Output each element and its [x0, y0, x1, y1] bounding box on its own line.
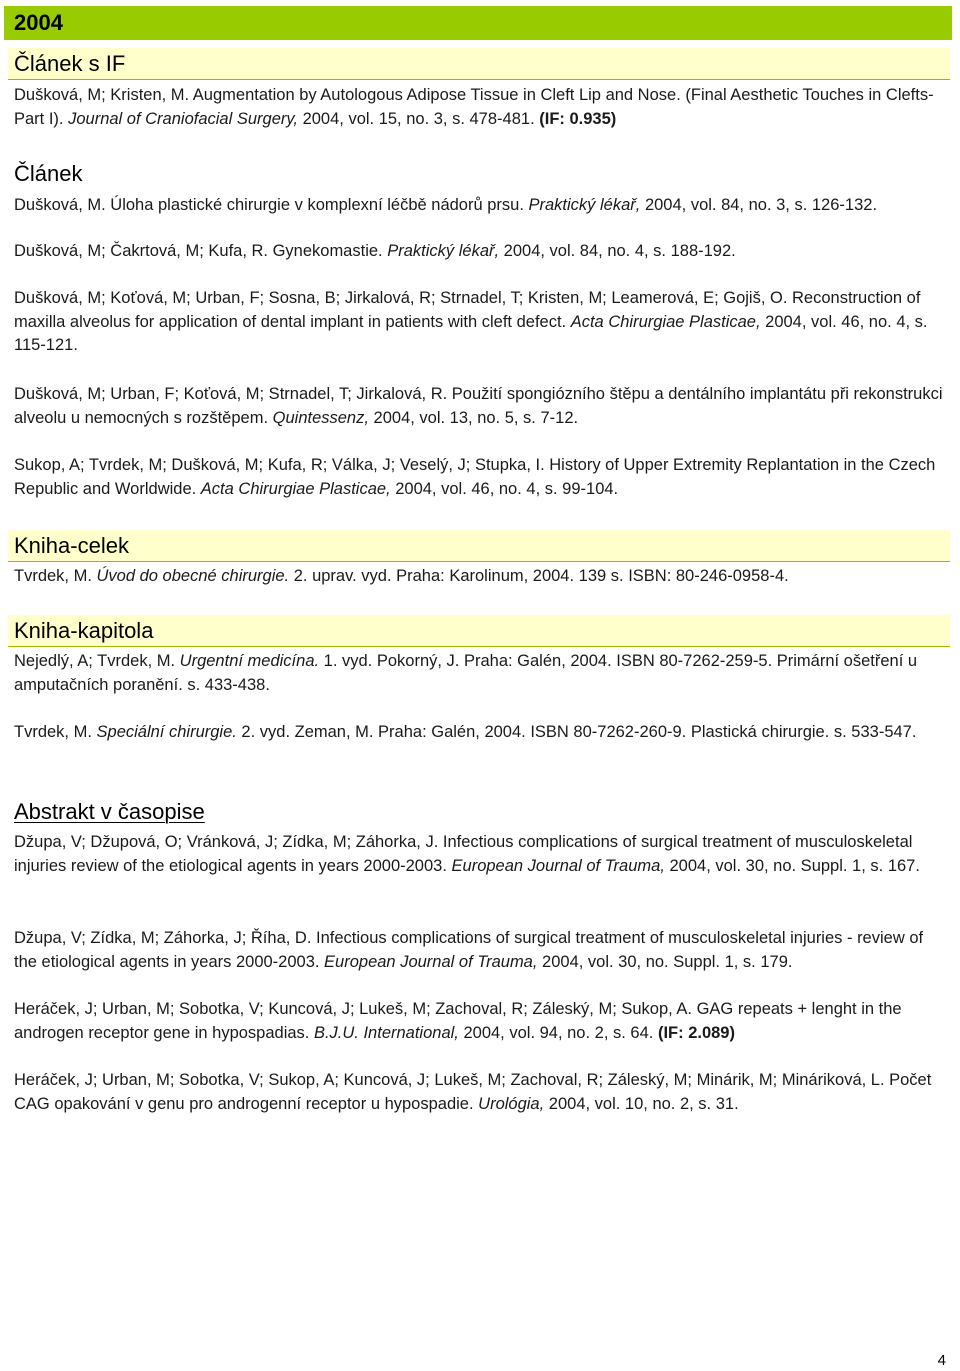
section-heading-abstrakt [8, 796, 950, 827]
citation-entry [14, 927, 944, 974]
citation-source: Acta Chirurgiae Plasticae, [200, 479, 391, 498]
section-title: Článek [14, 161, 83, 186]
impact-factor: (IF: 2.089) [657, 1023, 735, 1042]
citation-authors: Džupa, V; Džupová, O; Vránková, J; Zídka, M; Záhorka, J. Infectious complications of surgical treatment of musculoskeletal injuries review of the etiological agents in years 2000-2003. [14, 833, 913, 875]
citation-source: Journal of Craniofacial Surgery, [68, 109, 298, 128]
citation-details: 2004, vol. 30, no. Suppl. 1, s. 167. [664, 856, 920, 875]
citation-details: 2004, vol. 46, no. 4, s. 99-104. [390, 479, 619, 498]
citation-source: Quintessenz, [272, 408, 369, 427]
citation-entry [14, 383, 944, 430]
citation-entry [14, 454, 944, 501]
citation-authors: Dušková, M; Urban, F; Koťová, M; Strnadel, T; Jirkalová, R. Použití spongiózního štěpu a dentálního implantátu při rekonstrukci alveolu u nemocných s rozštěpem. [14, 385, 943, 427]
citation-details: 2004, vol. 84, no. 4, s. 188-192. [499, 242, 736, 260]
citation-details: 2004, vol. 10, no. 2, s. 31. [544, 1094, 739, 1113]
citation-entry [14, 565, 944, 589]
citation-entry [14, 1069, 944, 1116]
citation-authors: Sukop, A; Tvrdek, M; Dušková, M; Kufa, R; Válka, J; Veselý, J; Stupka, I. History of Upper Extremity Replantation in the Czech Republic and Worldwide. [14, 456, 936, 498]
citation-source: Speciální chirurgie. [96, 723, 237, 741]
citation-authors: Nejedlý, A; Tvrdek, M. [14, 652, 180, 670]
citation-details: 2. vyd. Zeman, M. Praha: Galén, 2004. ISBN 80-7262-260-9. Plastická chirurgie. s. 533-547. [236, 723, 917, 741]
citation-authors: Heráček, J; Urban, M; Sobotka, V; Sukop, A; Kuncová, J; Lukeš, M; Zachoval, R; Záleský, M; Minárik, M; Mináriková, L. Počet CAG opakování v genu pro androgenní receptor u hypospadie. [14, 1071, 932, 1113]
citation-details: 2004, vol. 94, no. 2, s. 64. [458, 1023, 658, 1042]
citation-source: Úvod do obecné chirurgie. [96, 567, 290, 585]
section-heading-clanek-s-if [8, 48, 950, 80]
citation-entry [14, 998, 944, 1045]
section-heading-kniha-celek [8, 530, 950, 562]
citation-entry [14, 287, 944, 358]
citation-entry [14, 831, 944, 878]
page-number: 4 [937, 1352, 946, 1369]
citation-source: Urgentní medicína. [179, 652, 320, 670]
citation-details: 2004, vol. 84, no. 3, s. 126-132. [640, 196, 878, 214]
section-heading-clanek [8, 158, 950, 189]
citation-authors: Heráček, J; Urban, M; Sobotka, V; Kuncová, J; Lukeš, M; Zachoval, R; Záleský, M; Sukop, A. GAG repeats + lenght in the androgen receptor gene in hypospadias. [14, 1000, 902, 1042]
section-heading-kniha-kapitola [8, 615, 950, 647]
citation-authors: Tvrdek, M. [14, 723, 97, 741]
citation-authors: Dušková, M; Čakrtová, M; Kufa, R. Gynekomastie. [14, 242, 388, 260]
citation-source: Urológia, [478, 1094, 545, 1113]
citation-entry [14, 194, 944, 218]
citation-entry [14, 240, 944, 264]
section-title: Kniha-celek [14, 533, 129, 558]
section-title: Abstrakt v časopise [14, 799, 205, 824]
citation-details: 1. vyd. Pokorný, J. Praha: Galén, 2004. ISBN 80-7262-259-5. Primární ošetření u amputačních poranění. s. 433-438. [14, 652, 918, 694]
year-heading: 2004 [4, 6, 952, 40]
section-title: Kniha-kapitola [14, 618, 154, 643]
citation-source: B.J.U. International, [313, 1023, 459, 1042]
citation-authors: Dušková, M; Kristen, M. Augmentation by Autologous Adipose Tissue in Cleft Lip and Nose. (Final Aesthetic Touches in Clefts-Part I). [14, 86, 934, 128]
section-title: Článek s IF [14, 51, 126, 76]
citation-entry [14, 721, 944, 745]
impact-factor: (IF: 0.935) [539, 109, 617, 128]
citation-authors: Dušková, M. Úloha plastické chirurgie v komplexní léčbě nádorů prsu. [14, 196, 529, 214]
citation-authors: Džupa, V; Zídka, M; Záhorka, J; Říha, D. Infectious complications of surgical treatment of musculoskeletal injuries - review of the etiological agents in years 2000-2003. [14, 929, 924, 971]
citation-authors: Tvrdek, M. [14, 567, 97, 585]
citation-entry [14, 84, 944, 131]
citation-authors: Dušková, M; Koťová, M; Urban, F; Sosna, B; Jirkalová, R; Strnadel, T; Kristen, M; Leamerová, E; Gojiš, O. Reconstruction of maxilla alveolus for application of dental implant in patients with cleft defect. [14, 289, 921, 331]
citation-entry [14, 650, 944, 697]
citation-details: 2004, vol. 30, no. Suppl. 1, s. 179. [537, 952, 793, 971]
citation-source: Praktický lékař, [387, 242, 500, 260]
citation-source: Praktický lékař, [528, 196, 641, 214]
citation-source: European Journal of Trauma, [451, 856, 665, 875]
citation-details: 2004, vol. 13, no. 5, s. 7-12. [368, 408, 579, 427]
citation-details: 2. uprav. vyd. Praha: Karolinum, 2004. 139 s. ISBN: 80-246-0958-4. [289, 567, 789, 585]
citation-source: Acta Chirurgiae Plasticae, [570, 312, 761, 331]
citation-source: European Journal of Trauma, [324, 952, 538, 971]
citation-details: 2004, vol. 46, no. 4, s. 115-121. [14, 312, 928, 354]
citation-details: 2004, vol. 15, no. 3, s. 478-481. [297, 109, 540, 128]
